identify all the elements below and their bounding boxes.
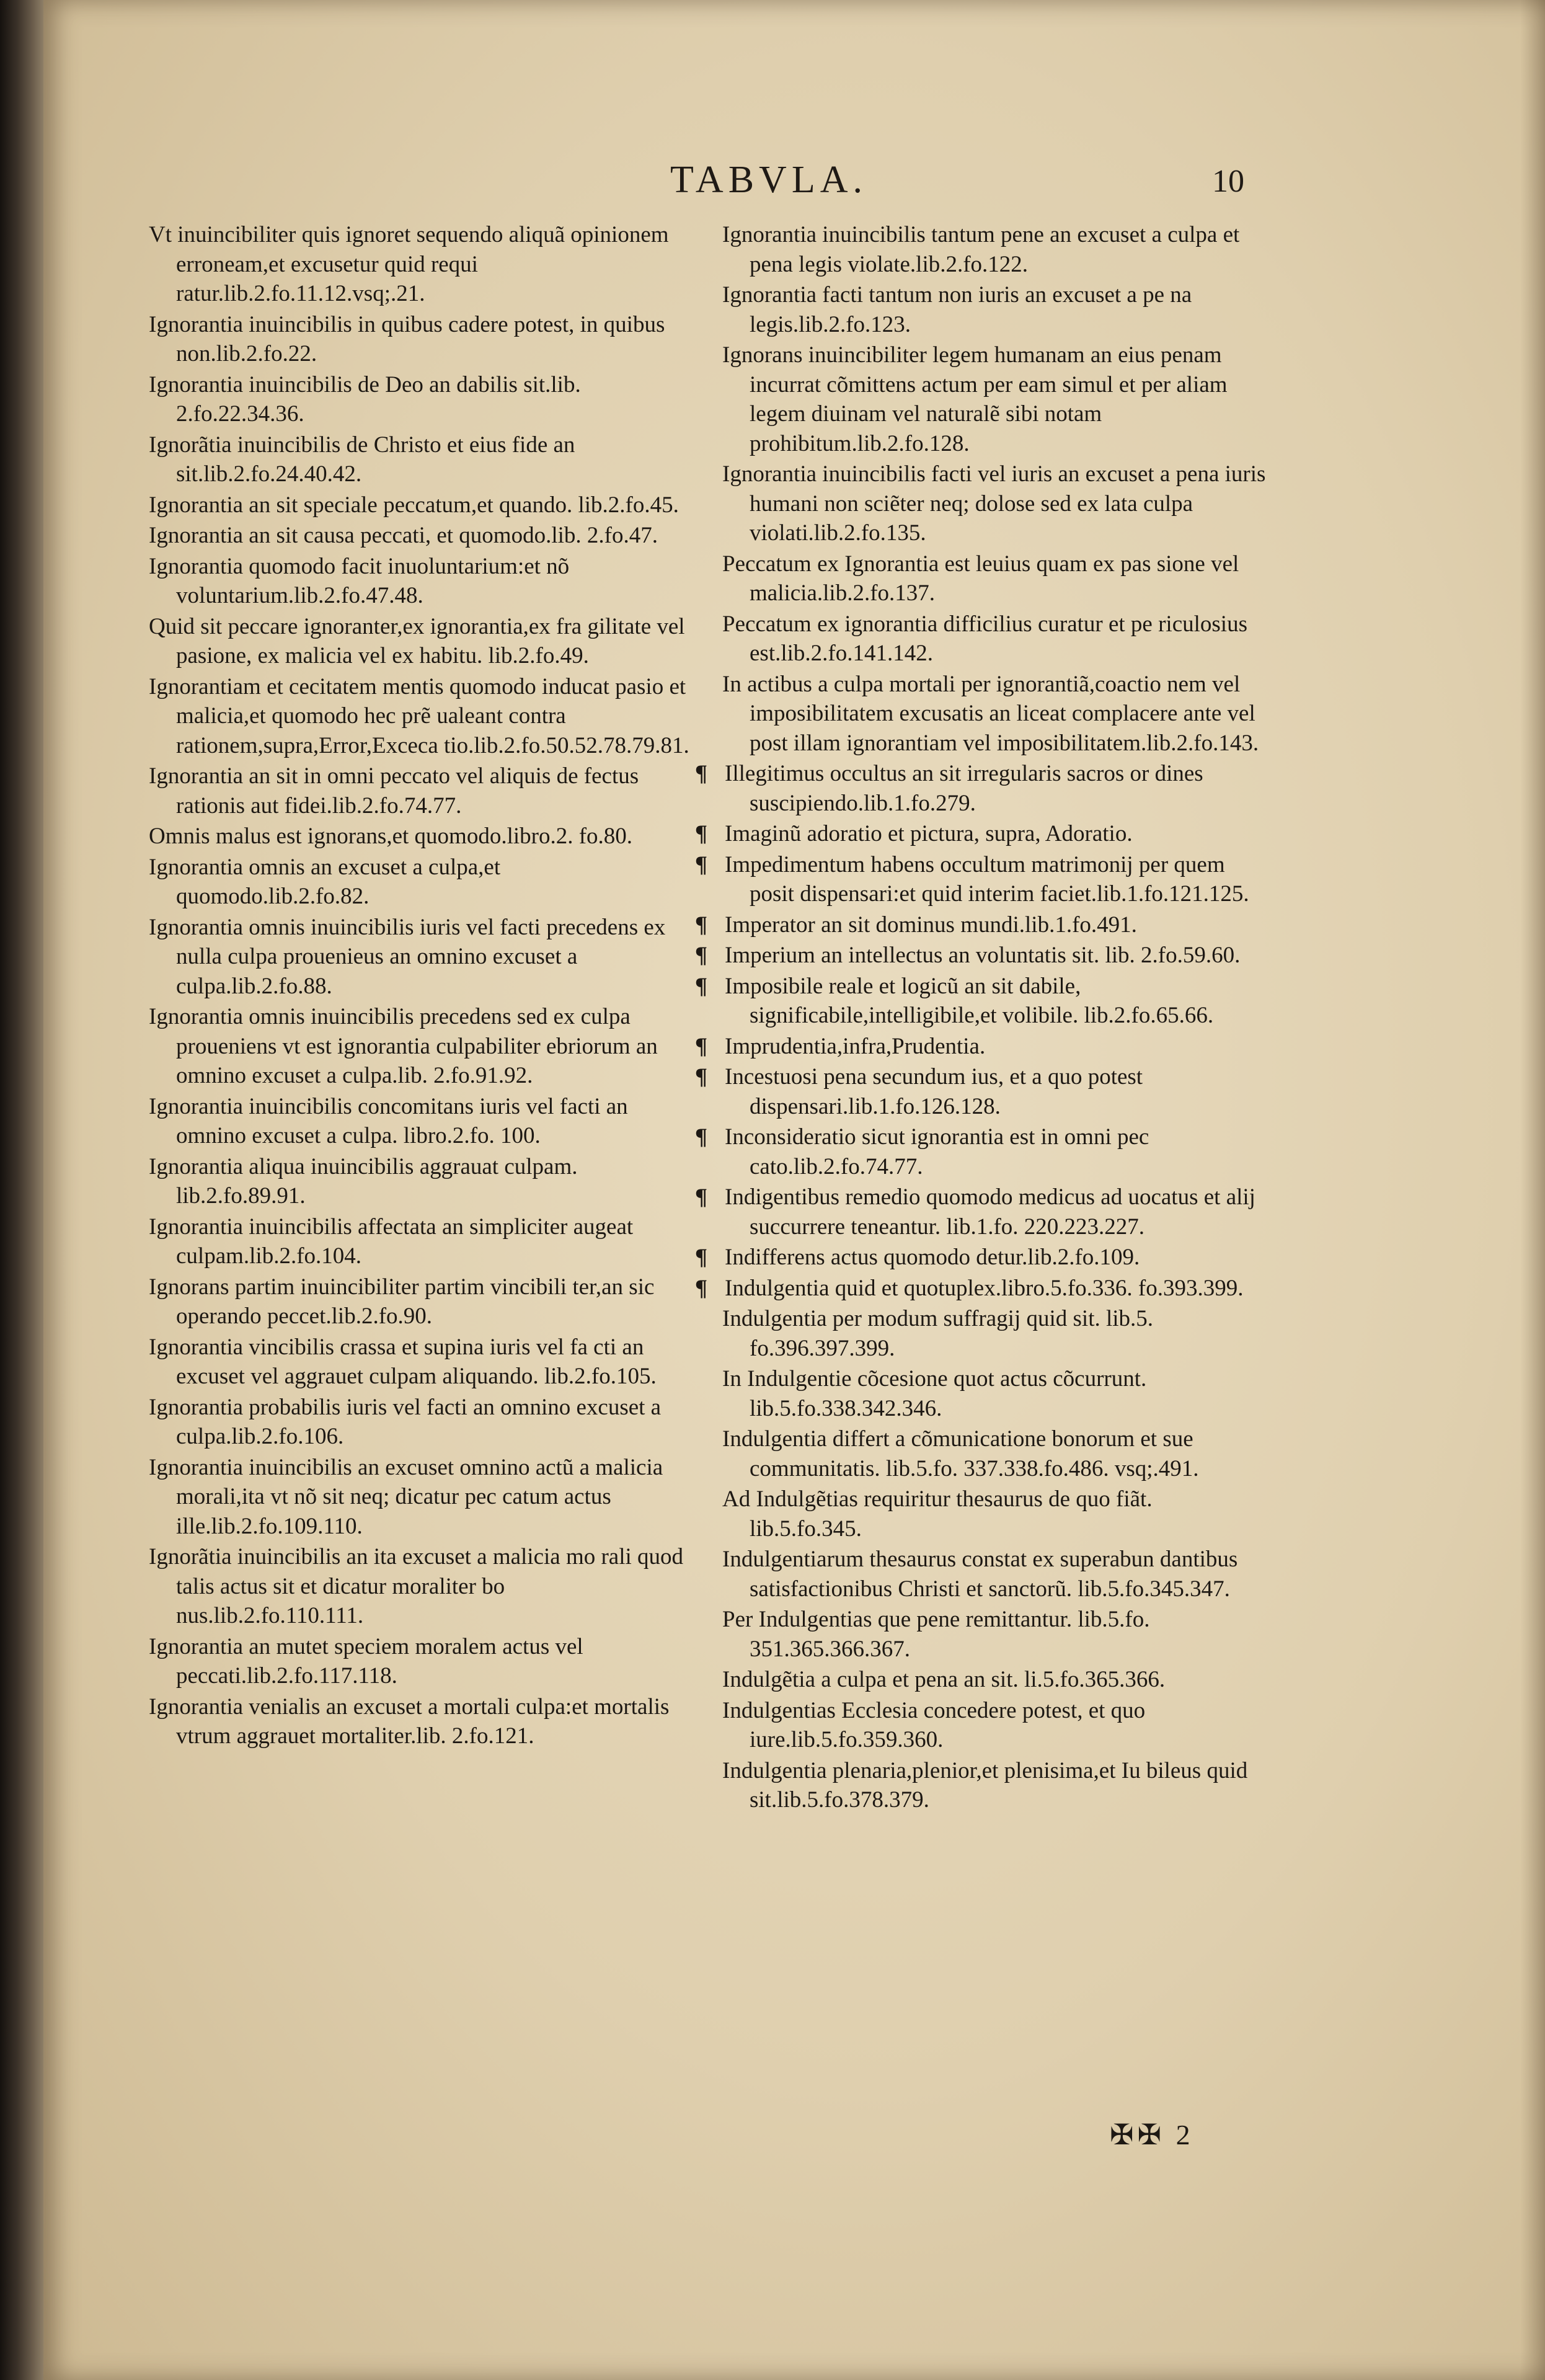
entry-text: Indulgentia plenaria,plenior,et plenisima,et Iu bileus quid sit.lib.5.fo.378.379. (722, 1757, 1248, 1813)
index-entry: Ignorantia omnis inuincibilis precedens sed ex culpa proueniens vt est ignorantia culpabiliter ebriorum an omnino excuset a culpa.lib. 2.fo.91.92. (149, 1004, 658, 1088)
index-entry: Ignorãtia inuincibilis an ita excuset a malicia mo rali quod talis actus sit et dicatur moraliter bo nus.lib.2.fo.110.111. (149, 1544, 684, 1628)
index-entry: Ignorantia an mutet speciem moralem actus vel peccati.lib.2.fo.117.118. (149, 1633, 583, 1689)
entry-text: Per Indulgentias que pene remittantur. lib.5.fo. 351.365.366.367. (722, 1607, 1150, 1662)
index-entry: Ignorantia inuincibilis an excuset omnino actũ a malicia morali,ita vt nõ sit neq; dicatur pec catum actus ille.lib.2.fo.109.110. (149, 1454, 663, 1539)
left-column (149, 220, 694, 1752)
entry-text: Indulgentia differt a cõmunicatione bonorum et sue communitatis. lib.5.fo. 337.338.fo.486. vsq;.491. (722, 1426, 1199, 1481)
index-entry: ¶ Imaginũ adoratio et pictura, supra, Adoratio. (695, 821, 1133, 846)
index-entry: Ignorantia probabilis iuris vel facti an omnino excuset a culpa.lib.2.fo.106. (149, 1394, 662, 1449)
index-entry: ¶ Indigentibus remedio quomodo medicus ad uocatus et alij succurrere teneantur. lib.1.fo. 220.223.227. (695, 1184, 1255, 1240)
entry-text: Peccatum ex ignorantia difficilius curatur et pe riculosius est.lib.2.fo.141.142. (722, 611, 1247, 666)
index-entry: Ignorantia aliqua inuincibilis aggrauat culpam. lib.2.fo.89.91. (149, 1153, 578, 1209)
index-entry: Ignorantia omnis an excuset a culpa,et quomodo.lib.2.fo.82. (149, 854, 501, 909)
index-entry: Ignorãtia inuincibilis de Christo et eius fide an sit.lib.2.fo.24.40.42. (149, 432, 575, 487)
index-entry (722, 460, 1268, 548)
entry-text: Peccatum ex Ignorantia est leuius quam ex pas sione vel malicia.lib.2.fo.137. (722, 551, 1239, 606)
entry-text: Imperator an sit dominus mundi.lib.1.fo.491. (725, 912, 1137, 938)
index-entry: Ignorantia an sit speciale peccatum,et quando. lib.2.fo.45. (149, 492, 679, 518)
index-entry (722, 670, 1268, 758)
entry-text: Illegitimus occultus an sit irregularis sacros or dines suscipiendo.lib.1.fo.279. (725, 761, 1203, 816)
running-header (43, 158, 1545, 214)
index-entry: Ignorantia an sit causa peccati, et quomodo.lib. 2.fo.47. (149, 523, 658, 548)
index-entry: ¶ Incestuosi pena secundum ius, et a quo potest dispensari.lib.1.fo.126.128. (695, 1064, 1143, 1119)
index-entry (722, 1424, 1268, 1483)
index-entry (722, 340, 1268, 458)
index-entry (722, 549, 1268, 608)
entry-text: Ignorantia inuincibilis tantum pene an excuset a culpa et pena legis violate.lib.2.fo.122. (722, 222, 1240, 277)
entry-text: Indigentibus remedio quomodo medicus ad uocatus et alij succurrere teneantur. lib.1.fo. 220.223.227. (725, 1184, 1255, 1240)
entry-text: Imperium an intellectus an voluntatis sit. lib. 2.fo.59.60. (725, 943, 1241, 968)
index-entry: ¶ Imprudentia,infra,Prudentia. (695, 1033, 986, 1059)
index-entry: ¶ Inconsideratio sicut ignorantia est in omni pec cato.lib.2.fo.74.77. (695, 1124, 1149, 1179)
index-entry (722, 220, 1268, 279)
entry-text: Impedimentum habens occultum matrimonij per quem posit dispensari:et quid interim faciet.lib.1.fo.121.125. (725, 851, 1249, 907)
index-entry: ¶ Illegitimus occultus an sit irregularis sacros or dines suscipiendo.lib.1.fo.279. (695, 761, 1203, 816)
entry-text: Indulgentia per modum suffragij quid sit. lib.5. fo.396.397.399. (722, 1306, 1154, 1361)
index-entry (722, 1605, 1268, 1664)
entry-text: In Indulgentie cõcesione quot actus cõcurrunt. lib.5.fo.338.342.346. (722, 1366, 1147, 1421)
entry-text: Ignorans inuincibiliter legem humanam an eius penam incurrat cõmittens actum per eam simul et per aliam legem diuinam vel naturalẽ sibi notam prohibitum.lib.2.fo.128. (722, 342, 1228, 456)
entry-text: Inconsideratio sicut ignorantia est in omni pec cato.lib.2.fo.74.77. (725, 1124, 1149, 1179)
entry-text: In actibus a culpa mortali per ignorantiã,coactio nem vel imposibilitatem excusatis an liceat complacere ante vel post illam ignorantiam vel imposibilitatem.lib.2.fo.143. (722, 671, 1259, 756)
index-entry (722, 1485, 1268, 1543)
index-entry: Omnis malus est ignorans,et quomodo.libro.2. fo.80. (149, 824, 633, 849)
index-entry: Ignorantia vincibilis crassa et supina iuris vel fa cti an excuset vel aggrauet culpam aliquando. lib.2.fo.105. (149, 1334, 657, 1389)
index-entry (722, 1364, 1268, 1423)
index-entry: Ignorantia inuincibilis concomitans iuris vel facti an omnino excuset a culpa. libro.2.fo. 100. (149, 1093, 628, 1148)
index-entry: Vt inuincibiliter quis ignoret sequendo aliquã opinionem erroneam,et excusetur quid requi ratur.lib.2.fo.11.12.vsq;.21. (149, 222, 669, 306)
right-column (695, 220, 1268, 1816)
index-entry: Ignorantia inuincibilis de Deo an dabilis sit.lib. 2.fo.22.34.36. (149, 371, 581, 427)
entry-text: Imprudentia,infra,Prudentia. (725, 1033, 986, 1059)
index-entry (722, 1756, 1268, 1815)
index-entry: ¶ Imposibile reale et logicũ an sit dabile, significabile,intelligibile,et volibile. lib.2.fo.65.66. (695, 973, 1214, 1028)
index-entry: Ignorantia venialis an excuset a mortali culpa:et mortalis vtrum aggrauet mortaliter.lib. 2.fo.121. (149, 1694, 670, 1749)
index-entry: Ignorantiam et cecitatem mentis quomodo inducat pasio et malicia,et quomodo hec prẽ ualeant contra rationem,supra,Error,Exceca tio.lib.2.fo.50.52.78.79.81. (149, 673, 689, 758)
index-entry: ¶ Impedimentum habens occultum matrimonij per quem posit dispensari:et quid interim faciet.lib.1.fo.121.125. (695, 851, 1249, 907)
index-entry: ¶ Indifferens actus quomodo detur.lib.2.fo.109. (695, 1245, 1140, 1270)
entry-text: Indulgẽtia a culpa et pena an sit. li.5.fo.365.366. (722, 1667, 1166, 1692)
index-entry: ¶ Imperator an sit dominus mundi.lib.1.fo.491. (695, 912, 1137, 938)
entry-text: Ad Indulgẽtias requiritur thesaurus de quo fiãt. lib.5.fo.345. (722, 1486, 1153, 1542)
index-entry (722, 280, 1268, 339)
entry-text: Imaginũ adoratio et pictura, supra, Adoratio. (725, 821, 1133, 846)
index-entry (722, 1665, 1268, 1695)
index-entry: Ignorantia inuincibilis in quibus cadere potest, in quibus non.lib.2.fo.22. (149, 311, 665, 366)
index-entry (722, 1545, 1268, 1604)
book-page (43, 0, 1545, 2380)
folio-number: 10 (1212, 164, 1244, 199)
index-entry: Quid sit peccare ignoranter,ex ignorantia,ex fra gilitate vel pasione, ex malicia vel ex habitu. lib.2.fo.49. (149, 613, 685, 668)
index-entry: Ignorantia an sit in omni peccato vel aliquis de fectus rationis aut fidei.lib.2.fo.74.77. (149, 763, 639, 819)
index-entry: Ignorantia omnis inuincibilis iuris vel facti precedens ex nulla culpa prouenieus an omnino excuset a culpa.lib.2.fo.88. (149, 914, 666, 999)
index-entry: ¶ Imperium an intellectus an voluntatis sit. lib. 2.fo.59.60. (695, 943, 1241, 968)
page-title: TABVLA. (670, 159, 867, 201)
entry-text: Ignorantia facti tantum non iuris an excuset a pe na legis.lib.2.fo.123. (722, 282, 1192, 337)
entry-text: Indulgentias Ecclesia concedere potest, et quo iure.lib.5.fo.359.360. (722, 1697, 1146, 1752)
index-entry (722, 1304, 1268, 1363)
entry-text: Indifferens actus quomodo detur.lib.2.fo.109. (725, 1245, 1140, 1270)
index-entry (722, 1696, 1268, 1755)
entry-text: Incestuosi pena secundum ius, et a quo potest dispensari.lib.1.fo.126.128. (725, 1064, 1143, 1119)
index-entry (722, 610, 1268, 668)
entry-text: Imposibile reale et logicũ an sit dabile, significabile,intelligibile,et volibile. lib.2.fo.65.66. (725, 973, 1214, 1028)
entry-text: Ignorantia inuincibilis facti vel iuris an excuset a pena iuris humani non sciẽter neq; dolose sed ex lata culpa violati.lib.2.fo.135. (722, 461, 1266, 546)
index-entry: Ignorantia quomodo facit inuoluntarium:et nõ voluntarium.lib.2.fo.47.48. (149, 553, 570, 608)
index-entry: Ignorantia inuincibilis affectata an simpliciter augeat culpam.lib.2.fo.104. (149, 1214, 634, 1269)
entry-text: Indulgentiarum thesaurus constat ex superabun dantibus satisfactionibus Christi et sanctorũ. lib.5.fo.345.347. (722, 1547, 1238, 1602)
entry-text: Indulgentia quid et quotuplex.libro.5.fo.336. fo.393.399. (725, 1275, 1244, 1301)
index-entry: Ignorans partim inuincibiliter partim vincibili ter,an sic operando peccet.lib.2.fo.90. (149, 1274, 655, 1329)
signature-mark: ✠✠ 2 (1110, 2119, 1194, 2151)
facing-page-edge (0, 0, 43, 2380)
index-entry: ¶ Indulgentia quid et quotuplex.libro.5.fo.336. fo.393.399. (695, 1275, 1244, 1301)
